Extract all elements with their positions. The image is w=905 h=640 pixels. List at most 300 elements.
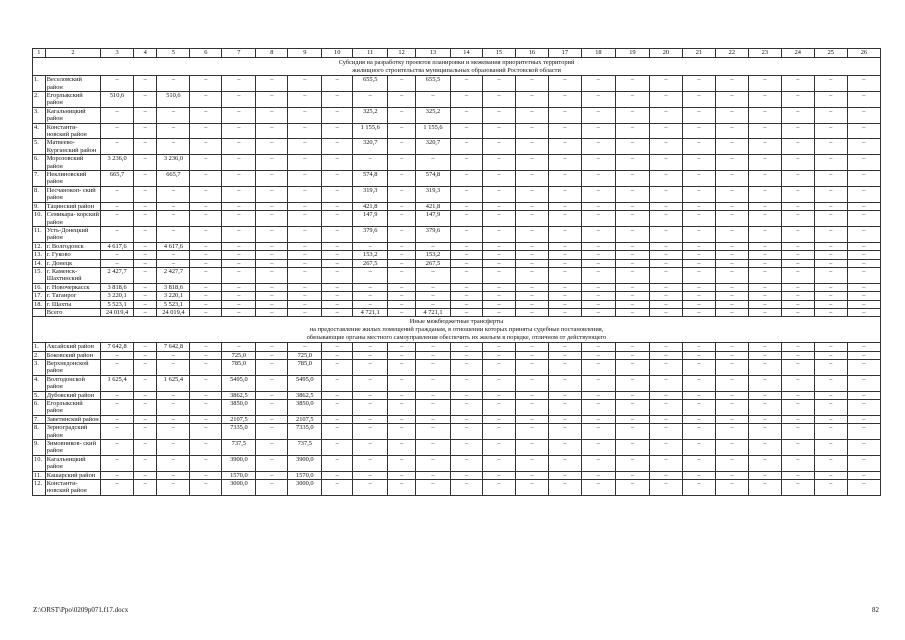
value-cell: – — [682, 424, 715, 440]
value-cell: – — [451, 440, 483, 456]
column-number-header: 19 — [615, 49, 649, 58]
value-cell: – — [748, 267, 781, 283]
value-cell: – — [256, 267, 288, 283]
column-number-header: 8 — [256, 49, 288, 58]
value-cell: – — [190, 400, 222, 416]
value-cell: – — [322, 283, 353, 291]
value-cell: – — [847, 292, 880, 300]
value-cell: – — [682, 211, 715, 227]
municipality-name-cell: Кагальницкий район — [45, 107, 100, 123]
value-cell: – — [353, 375, 388, 391]
value-cell: – — [101, 351, 134, 359]
value-cell: – — [322, 242, 353, 250]
value-cell: – — [222, 259, 256, 267]
value-cell: – — [353, 92, 388, 108]
value-cell: – — [649, 300, 682, 308]
value-cell: – — [814, 375, 847, 391]
value-cell: – — [515, 171, 548, 187]
value-cell: – — [134, 171, 157, 187]
value-cell: – — [482, 267, 515, 283]
value-cell: – — [548, 440, 581, 456]
value-cell: – — [748, 292, 781, 300]
municipality-name-cell: г. Каменск- Шахтинский — [45, 267, 100, 283]
value-cell: – — [388, 292, 416, 300]
value-cell: – — [548, 359, 581, 375]
value-cell: – — [548, 300, 581, 308]
page-number: 82 — [872, 606, 879, 614]
value-cell: – — [388, 251, 416, 259]
value-cell: – — [134, 186, 157, 202]
value-cell: – — [682, 242, 715, 250]
value-cell: – — [256, 471, 288, 479]
row-number-cell: 17. — [33, 292, 46, 300]
value-cell: – — [748, 76, 781, 92]
value-cell: – — [415, 375, 450, 391]
value-cell: – — [781, 226, 814, 242]
value-cell: – — [581, 471, 615, 479]
value-cell: – — [581, 251, 615, 259]
value-cell: – — [682, 415, 715, 423]
row-number-cell: 6. — [33, 155, 46, 171]
value-cell: – — [847, 359, 880, 375]
municipality-name-cell: Неклиновский район — [45, 171, 100, 187]
value-cell: – — [222, 139, 256, 155]
value-cell: – — [451, 76, 483, 92]
value-cell: – — [581, 300, 615, 308]
value-cell: 3900,0 — [288, 455, 322, 471]
value-cell: – — [715, 292, 748, 300]
value-cell: – — [353, 267, 388, 283]
row-number-cell: 2. — [33, 92, 46, 108]
value-cell: – — [748, 471, 781, 479]
value-cell: 785,0 — [288, 359, 322, 375]
value-cell: – — [748, 359, 781, 375]
value-cell: – — [649, 251, 682, 259]
value-cell: – — [847, 139, 880, 155]
value-cell: – — [649, 480, 682, 496]
value-cell: – — [814, 292, 847, 300]
value-cell: – — [353, 471, 388, 479]
value-cell: – — [548, 171, 581, 187]
value-cell: – — [157, 424, 190, 440]
value-cell: – — [649, 171, 682, 187]
value-cell: – — [190, 171, 222, 187]
value-cell: – — [482, 186, 515, 202]
value-cell: – — [847, 171, 880, 187]
value-cell: – — [256, 226, 288, 242]
value-cell: – — [451, 424, 483, 440]
value-cell: – — [134, 440, 157, 456]
row-number-cell: 1. — [33, 343, 46, 351]
value-cell: – — [715, 123, 748, 139]
value-cell: – — [101, 391, 134, 399]
value-cell: – — [388, 139, 416, 155]
value-cell: – — [847, 76, 880, 92]
value-cell: 320,7 — [353, 139, 388, 155]
value-cell: – — [388, 300, 416, 308]
municipality-name-cell: г. Шахты — [45, 300, 100, 308]
value-cell: – — [256, 171, 288, 187]
value-cell: – — [451, 308, 483, 316]
value-cell: – — [451, 226, 483, 242]
value-cell: – — [715, 283, 748, 291]
value-cell: – — [515, 251, 548, 259]
value-cell: – — [715, 226, 748, 242]
value-cell: – — [515, 186, 548, 202]
value-cell: – — [256, 343, 288, 351]
value-cell: – — [748, 139, 781, 155]
value-cell: – — [814, 267, 847, 283]
value-cell: – — [256, 283, 288, 291]
value-cell: – — [682, 123, 715, 139]
value-cell: – — [451, 391, 483, 399]
value-cell: – — [847, 155, 880, 171]
value-cell: – — [748, 226, 781, 242]
value-cell: – — [388, 391, 416, 399]
value-cell: – — [682, 92, 715, 108]
table-row — [33, 300, 881, 308]
value-cell: – — [781, 123, 814, 139]
value-cell: – — [134, 471, 157, 479]
value-cell: 3850,0 — [288, 400, 322, 416]
municipality-name-cell: г. Донецк — [45, 259, 100, 267]
value-cell: – — [847, 202, 880, 210]
value-cell: – — [548, 202, 581, 210]
value-cell: – — [615, 471, 649, 479]
value-cell: – — [715, 107, 748, 123]
value-cell: – — [649, 351, 682, 359]
value-cell: – — [482, 139, 515, 155]
value-cell: – — [781, 251, 814, 259]
value-cell: – — [814, 242, 847, 250]
value-cell: – — [415, 292, 450, 300]
row-number-cell: 3. — [33, 107, 46, 123]
value-cell: – — [288, 211, 322, 227]
value-cell: – — [715, 242, 748, 250]
value-cell: – — [814, 139, 847, 155]
value-cell: – — [353, 242, 388, 250]
value-cell: – — [134, 424, 157, 440]
value-cell: – — [847, 300, 880, 308]
row-number-cell: 14. — [33, 259, 46, 267]
value-cell: – — [288, 123, 322, 139]
value-cell: – — [353, 424, 388, 440]
value-cell: – — [190, 292, 222, 300]
value-cell: – — [353, 480, 388, 496]
value-cell: – — [101, 455, 134, 471]
value-cell: – — [388, 92, 416, 108]
value-cell: – — [581, 391, 615, 399]
table-row — [33, 107, 881, 123]
value-cell: – — [682, 139, 715, 155]
value-cell: – — [748, 415, 781, 423]
value-cell: 325,2 — [415, 107, 450, 123]
value-cell: – — [256, 375, 288, 391]
value-cell: – — [515, 375, 548, 391]
value-cell: – — [288, 155, 322, 171]
value-cell: – — [451, 359, 483, 375]
value-cell: – — [715, 186, 748, 202]
value-cell: – — [256, 351, 288, 359]
value-cell: – — [515, 92, 548, 108]
table-row — [33, 471, 881, 479]
value-cell: – — [222, 308, 256, 316]
value-cell: 5 523,1 — [157, 300, 190, 308]
value-cell: – — [101, 400, 134, 416]
value-cell: – — [190, 375, 222, 391]
value-cell: – — [715, 440, 748, 456]
value-cell: – — [288, 76, 322, 92]
row-number-cell: 7. — [33, 415, 46, 423]
value-cell: – — [581, 107, 615, 123]
value-cell: – — [615, 76, 649, 92]
value-cell: – — [847, 400, 880, 416]
value-cell: – — [715, 267, 748, 283]
budget-table — [32, 48, 881, 496]
value-cell: – — [548, 211, 581, 227]
value-cell: – — [682, 259, 715, 267]
value-cell: – — [781, 391, 814, 399]
value-cell: – — [190, 92, 222, 108]
value-cell: – — [388, 171, 416, 187]
value-cell: 7335,0 — [222, 424, 256, 440]
value-cell: – — [353, 283, 388, 291]
value-cell: – — [748, 343, 781, 351]
value-cell: – — [388, 400, 416, 416]
value-cell: – — [322, 139, 353, 155]
value-cell: – — [322, 259, 353, 267]
value-cell: – — [748, 300, 781, 308]
value-cell: – — [649, 400, 682, 416]
row-number-cell: 11. — [33, 471, 46, 479]
section-title-line: Субсидия на разработку проектов планировки и межевания приоритетных территорий — [338, 59, 575, 66]
value-cell: – — [814, 186, 847, 202]
value-cell: – — [482, 351, 515, 359]
value-cell: – — [615, 259, 649, 267]
column-number-header: 24 — [781, 49, 814, 58]
value-cell: – — [748, 155, 781, 171]
value-cell: – — [101, 226, 134, 242]
value-cell: – — [222, 343, 256, 351]
value-cell: – — [451, 251, 483, 259]
value-cell: 3 236,0 — [101, 155, 134, 171]
value-cell: – — [715, 211, 748, 227]
value-cell: – — [781, 259, 814, 267]
value-cell: – — [715, 415, 748, 423]
value-cell: – — [649, 343, 682, 351]
municipality-name-cell: Усть-Донецкий район — [45, 226, 100, 242]
value-cell: – — [322, 343, 353, 351]
table-row — [33, 92, 881, 108]
value-cell: – — [388, 123, 416, 139]
value-cell: – — [548, 455, 581, 471]
value-cell: – — [482, 76, 515, 92]
value-cell: – — [101, 186, 134, 202]
value-cell: 2 427,7 — [101, 267, 134, 283]
value-cell: – — [814, 300, 847, 308]
value-cell: – — [682, 480, 715, 496]
value-cell: – — [256, 202, 288, 210]
value-cell: – — [222, 76, 256, 92]
municipality-name-cell: Морозовский район — [45, 155, 100, 171]
value-cell: 655,5 — [353, 76, 388, 92]
value-cell: – — [649, 440, 682, 456]
table-row — [33, 171, 881, 187]
value-cell: – — [482, 343, 515, 351]
column-number-header: 11 — [353, 49, 388, 58]
value-cell: – — [615, 415, 649, 423]
value-cell: – — [781, 359, 814, 375]
value-cell: 574,8 — [415, 171, 450, 187]
value-cell: – — [256, 300, 288, 308]
value-cell: 3862,5 — [288, 391, 322, 399]
value-cell: – — [415, 415, 450, 423]
value-cell: – — [190, 359, 222, 375]
table-row — [33, 292, 881, 300]
value-cell: – — [847, 343, 880, 351]
value-cell: – — [451, 300, 483, 308]
value-cell: – — [748, 283, 781, 291]
value-cell: 421,8 — [353, 202, 388, 210]
municipality-name-cell: Кагальницкий район — [45, 455, 100, 471]
table-row — [33, 242, 881, 250]
value-cell: – — [388, 202, 416, 210]
value-cell: – — [222, 300, 256, 308]
value-cell: – — [482, 471, 515, 479]
value-cell: – — [682, 455, 715, 471]
row-number-cell: 16. — [33, 283, 46, 291]
value-cell: – — [256, 359, 288, 375]
value-cell: – — [515, 480, 548, 496]
value-cell: – — [748, 123, 781, 139]
value-cell: – — [548, 139, 581, 155]
value-cell: – — [814, 76, 847, 92]
municipality-name-cell: Веселовский район — [45, 76, 100, 92]
value-cell: – — [847, 123, 880, 139]
value-cell: – — [548, 226, 581, 242]
value-cell: – — [649, 415, 682, 423]
value-cell: – — [482, 123, 515, 139]
value-cell: – — [682, 226, 715, 242]
value-cell: – — [781, 139, 814, 155]
value-cell: – — [682, 359, 715, 375]
value-cell: – — [134, 242, 157, 250]
value-cell: – — [157, 251, 190, 259]
value-cell: – — [615, 92, 649, 108]
value-cell: 1 155,6 — [415, 123, 450, 139]
value-cell: – — [190, 251, 222, 259]
table-row — [33, 415, 881, 423]
row-number-cell: 9. — [33, 440, 46, 456]
value-cell: – — [814, 455, 847, 471]
value-cell: – — [222, 123, 256, 139]
value-cell: – — [581, 155, 615, 171]
value-cell: – — [482, 480, 515, 496]
value-cell: – — [101, 211, 134, 227]
column-number-header: 1 — [33, 49, 46, 58]
value-cell: – — [388, 480, 416, 496]
value-cell: – — [847, 259, 880, 267]
value-cell: – — [482, 211, 515, 227]
value-cell: – — [134, 415, 157, 423]
value-cell: – — [748, 440, 781, 456]
value-cell: – — [388, 455, 416, 471]
table-row — [33, 202, 881, 210]
value-cell: – — [256, 292, 288, 300]
value-cell: – — [451, 400, 483, 416]
value-cell: – — [190, 440, 222, 456]
value-cell: – — [548, 424, 581, 440]
value-cell: – — [781, 400, 814, 416]
value-cell: – — [451, 351, 483, 359]
value-cell: – — [415, 300, 450, 308]
value-cell: – — [101, 76, 134, 92]
value-cell: – — [748, 242, 781, 250]
value-cell: – — [322, 480, 353, 496]
value-cell: – — [388, 76, 416, 92]
value-cell: – — [322, 171, 353, 187]
value-cell: – — [814, 391, 847, 399]
value-cell: – — [781, 300, 814, 308]
value-cell: 725,0 — [288, 351, 322, 359]
value-cell: – — [682, 186, 715, 202]
value-cell: – — [515, 440, 548, 456]
value-cell: – — [548, 415, 581, 423]
value-cell: – — [649, 391, 682, 399]
municipality-name-cell: Кашарский район — [45, 471, 100, 479]
value-cell: – — [388, 375, 416, 391]
value-cell: – — [415, 359, 450, 375]
value-cell: – — [451, 375, 483, 391]
value-cell: 3850,0 — [222, 400, 256, 416]
value-cell: – — [515, 300, 548, 308]
value-cell: – — [781, 375, 814, 391]
value-cell: – — [482, 415, 515, 423]
value-cell: – — [256, 123, 288, 139]
value-cell: – — [781, 351, 814, 359]
value-cell: – — [615, 171, 649, 187]
value-cell: – — [715, 343, 748, 351]
value-cell: – — [482, 155, 515, 171]
value-cell: – — [101, 440, 134, 456]
value-cell: – — [781, 242, 814, 250]
column-number-header: 16 — [515, 49, 548, 58]
table-row — [33, 359, 881, 375]
value-cell: – — [682, 107, 715, 123]
value-cell: – — [515, 351, 548, 359]
value-cell: – — [814, 171, 847, 187]
value-cell: – — [388, 242, 416, 250]
value-cell: – — [814, 226, 847, 242]
value-cell: – — [157, 139, 190, 155]
value-cell: – — [388, 211, 416, 227]
column-number-header: 15 — [482, 49, 515, 58]
value-cell: – — [615, 186, 649, 202]
value-cell: – — [847, 92, 880, 108]
value-cell: – — [682, 251, 715, 259]
value-cell: – — [615, 424, 649, 440]
value-cell: – — [322, 76, 353, 92]
value-cell: – — [814, 415, 847, 423]
row-number-cell: 12. — [33, 242, 46, 250]
value-cell: – — [615, 267, 649, 283]
value-cell: – — [581, 202, 615, 210]
row-number-cell: 1. — [33, 76, 46, 92]
table-row — [33, 267, 881, 283]
value-cell: – — [649, 186, 682, 202]
value-cell: – — [134, 251, 157, 259]
value-cell: – — [649, 259, 682, 267]
